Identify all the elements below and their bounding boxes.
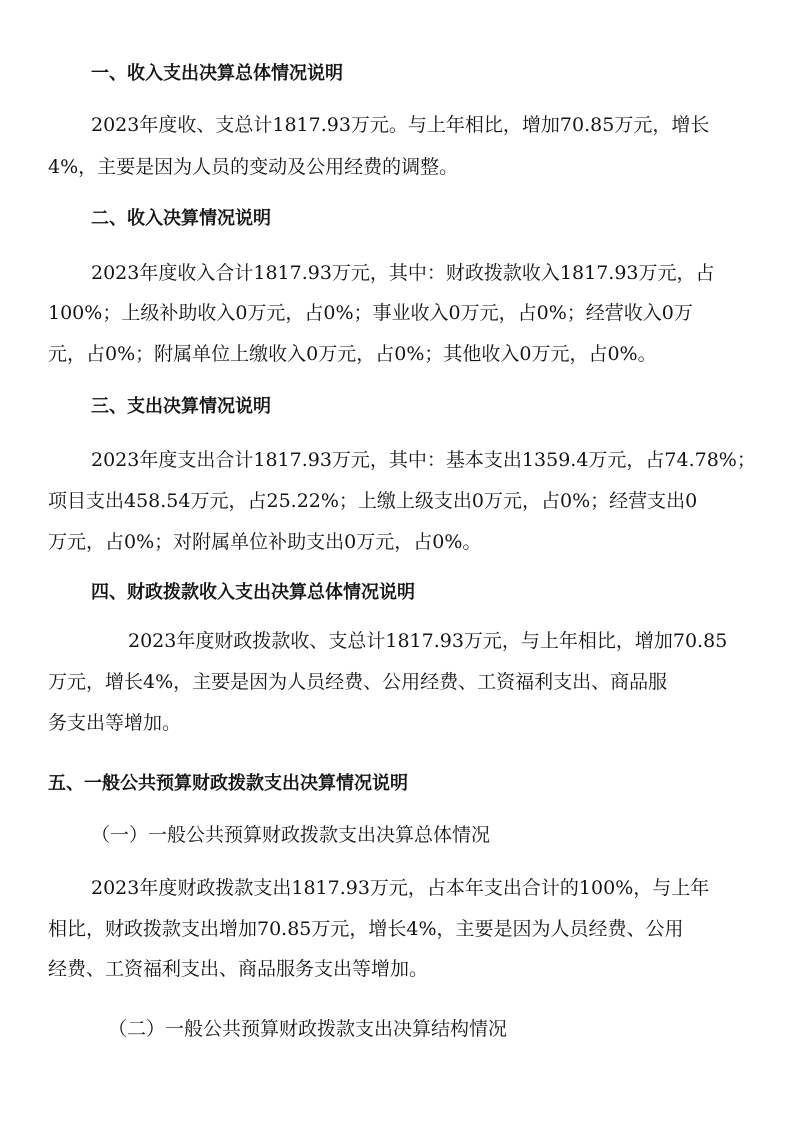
- paragraph-line: 2023年度收入合计1817.93万元，其中：财政拨款收入1817.93万元，占: [91, 262, 715, 284]
- section-heading-1: 一、收入支出决算总体情况说明: [91, 63, 343, 84]
- paragraph-line: 4%，主要是因为人员的变动及公用经费的调整。: [48, 156, 459, 178]
- subsection-heading-1: （一）一般公共预算财政拨款支出决算总体情况: [91, 824, 491, 846]
- paragraph-line: 经费、工资福利支出、商品服务支出等增加。: [48, 958, 429, 980]
- paragraph-line: 2023年度收、支总计1817.93万元。与上年相比，增加70.85万元，增长: [91, 114, 710, 136]
- paragraph-line: 项目支出458.54万元，占25.22%；上缴上级支出0万元，占0%；经营支出0: [48, 490, 698, 512]
- section-heading-3: 三、支出决算情况说明: [91, 396, 271, 417]
- paragraph-line: 2023年度财政拨款支出1817.93万元，占本年支出合计的100%，与上年: [91, 877, 710, 899]
- paragraph-line: 2023年度支出合计1817.93万元，其中：基本支出1359.4万元，占74.78%；: [91, 449, 756, 471]
- paragraph-line: 100%；上级补助收入0万元，占0%；事业收入0万元，占0%；经营收入0万: [48, 302, 693, 324]
- section-heading-4: 四、财政拨款收入支出决算总体情况说明: [91, 582, 415, 603]
- paragraph-line: 万元，占0%；对附属单位补助支出0万元，占0%。: [48, 531, 482, 553]
- paragraph-line: 元，占0%；附属单位上缴收入0万元，占0%；其他收入0万元，占0%。: [48, 343, 657, 365]
- subsection-heading-2: （二）一般公共预算财政拨款支出决算结构情况: [108, 1018, 508, 1040]
- paragraph-line: 2023年度财政拨款收、支总计1817.93万元，与上年相比，增加70.85: [128, 630, 728, 652]
- paragraph-line: 务支出等增加。: [48, 712, 182, 734]
- section-heading-2: 二、收入决算情况说明: [91, 208, 271, 229]
- paragraph-line: 相比，财政拨款支出增加70.85万元，增长4%，主要是因为人员经费、公用: [48, 918, 684, 940]
- paragraph-line: 万元，增长4%，主要是因为人员经费、公用经费、工资福利支出、商品服: [48, 671, 668, 693]
- section-heading-5: 五、一般公共预算财政拨款支出决算情况说明: [48, 773, 408, 794]
